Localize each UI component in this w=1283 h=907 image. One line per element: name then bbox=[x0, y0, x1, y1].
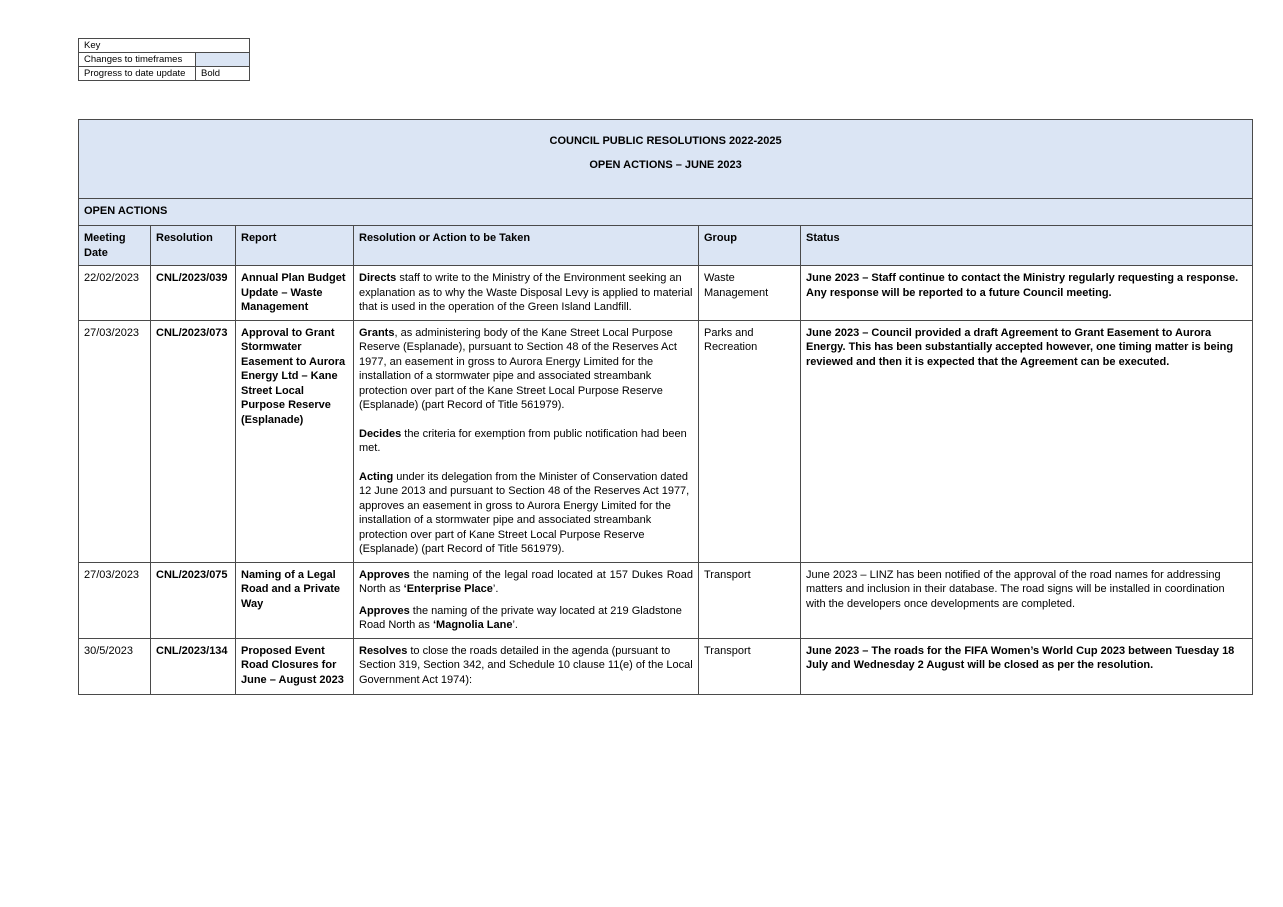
action-paragraph bbox=[359, 427, 693, 456]
action-text: the naming of the private way located at 219 Gladstone Road North as bbox=[359, 604, 682, 631]
table-row bbox=[79, 266, 1253, 321]
column-header-meeting-date: Meeting Date bbox=[79, 226, 151, 266]
status: June 2023 – The roads for the FIFA Women’s World Cup 2023 between Tuesday 18 July and Wednesday 2 August will be closed as per the resolution. bbox=[801, 638, 1253, 694]
action-text: , as administering body of the Kane Street Local Purpose Reserve (Esplanade), pursuant to Section 48 of the Reserves Act 1977, an easement in gross to Aurora Energy Limited for the installation of a stormwater pipe and associated streambank protection over part of the Kane Street Local Purpose Reserve (Esplanade) (part Record of Title 561979). bbox=[359, 326, 677, 411]
column-header-resolution: Resolution bbox=[151, 226, 236, 266]
action-cell bbox=[354, 638, 699, 694]
action-paragraph bbox=[359, 326, 693, 413]
table-row bbox=[79, 562, 1253, 638]
group: Transport bbox=[699, 562, 801, 638]
action-paragraph bbox=[359, 568, 693, 597]
key-label-progress: Progress to date update bbox=[79, 67, 196, 81]
action-text: to close the roads detailed in the agenda (pursuant to Section 319, Section 342, and Schedule 10 clause 11(e) of the Local Government Act 1974): bbox=[359, 644, 693, 686]
document-subtitle: OPEN ACTIONS – JUNE 2023 bbox=[589, 159, 742, 171]
action-cell bbox=[354, 266, 699, 321]
meeting-date: 22/02/2023 bbox=[79, 266, 151, 321]
action-lead: Approves bbox=[359, 568, 410, 581]
report-title: Naming of a Legal Road and a Private Way bbox=[236, 562, 354, 638]
document-header bbox=[79, 120, 1253, 199]
action-lead: Grants bbox=[359, 326, 395, 339]
meeting-date: 27/03/2023 bbox=[79, 562, 151, 638]
action-lead: Directs bbox=[359, 272, 397, 284]
report-title: Approval to Grant Stormwater Easement to Aurora Energy Ltd – Kane Street Local Purpose Reserve (Esplanade) bbox=[236, 320, 354, 562]
table-row bbox=[79, 638, 1253, 694]
column-header-status: Status bbox=[801, 226, 1253, 266]
action-lead: Resolves bbox=[359, 644, 408, 657]
status: June 2023 – Staff continue to contact the Ministry regularly requesting a response. Any response will be reported to a future Council meeting. bbox=[801, 266, 1253, 321]
road-name: ‘Enterprise Place bbox=[403, 583, 493, 595]
action-text: the criteria for exemption from public notification had been met. bbox=[359, 427, 687, 454]
road-name: ‘Magnolia Lane bbox=[432, 619, 513, 631]
key-swatch-timeframes bbox=[196, 53, 250, 67]
resolutions-table bbox=[78, 119, 1253, 695]
action-tail: ’. bbox=[492, 583, 499, 595]
resolution-number: CNL/2023/073 bbox=[151, 320, 236, 562]
action-text: staff to write to the Ministry of the Environment seeking an explanation as to why the Waste Disposal Levy is applied to material that is used in the operation of the Green Island Landfill. bbox=[359, 272, 693, 313]
action-text: the naming of the legal road located at 157 Dukes Road North as bbox=[359, 568, 693, 595]
action-cell bbox=[354, 320, 699, 562]
status: June 2023 – Council provided a draft Agreement to Grant Easement to Aurora Energy. This has been substantially accepted however, one timing matter is being reviewed and then it is expected that the Agreement can be executed. bbox=[801, 320, 1253, 562]
key-value-progress: Bold bbox=[196, 67, 250, 81]
key-title: Key bbox=[79, 39, 250, 53]
section-heading: OPEN ACTIONS bbox=[79, 199, 1253, 226]
resolution-number: CNL/2023/075 bbox=[151, 562, 236, 638]
meeting-date: 30/5/2023 bbox=[79, 638, 151, 694]
action-paragraph bbox=[359, 604, 693, 633]
resolution-number: CNL/2023/039 bbox=[151, 266, 236, 321]
action-lead: Acting bbox=[359, 470, 394, 483]
action-cell bbox=[354, 562, 699, 638]
table-row bbox=[79, 320, 1253, 562]
action-tail: ’. bbox=[512, 619, 518, 631]
key-label-timeframes: Changes to timeframes bbox=[79, 53, 196, 67]
group: Parks and Recreation bbox=[699, 320, 801, 562]
report-title: Proposed Event Road Closures for June – August 2023 bbox=[236, 638, 354, 694]
key-table bbox=[78, 38, 250, 81]
action-text: under its delegation from the Minister of Conservation dated 12 June 2013 and pursuant to Section 48 of the Reserves Act 1977, approves an easement in gross to Aurora Energy Limited for the installation of a stormwater pipe and associated streambank protection over part of Kane Street Local Purpose Reserve (Esplanade) (part Record of Title 561979). bbox=[359, 470, 690, 555]
group: Waste Management bbox=[699, 266, 801, 321]
column-header-report: Report bbox=[236, 226, 354, 266]
action-paragraph bbox=[359, 644, 693, 688]
meeting-date: 27/03/2023 bbox=[79, 320, 151, 562]
status: June 2023 – LINZ has been notified of the approval of the road names for addressing matters and inclusion in their database. The road signs will be installed in coordination with the developers once developments are completed. bbox=[801, 562, 1253, 638]
action-paragraph bbox=[359, 271, 693, 315]
resolution-number: CNL/2023/134 bbox=[151, 638, 236, 694]
group: Transport bbox=[699, 638, 801, 694]
column-header-group: Group bbox=[699, 226, 801, 266]
report-title: Annual Plan Budget Update – Waste Management bbox=[236, 266, 354, 321]
document-title: COUNCIL PUBLIC RESOLUTIONS 2022-2025 bbox=[549, 135, 782, 147]
column-header-row bbox=[79, 226, 1253, 266]
action-lead: Approves bbox=[359, 604, 410, 617]
action-paragraph bbox=[359, 470, 693, 557]
action-lead: Decides bbox=[359, 427, 402, 440]
column-header-action: Resolution or Action to be Taken bbox=[354, 226, 699, 266]
